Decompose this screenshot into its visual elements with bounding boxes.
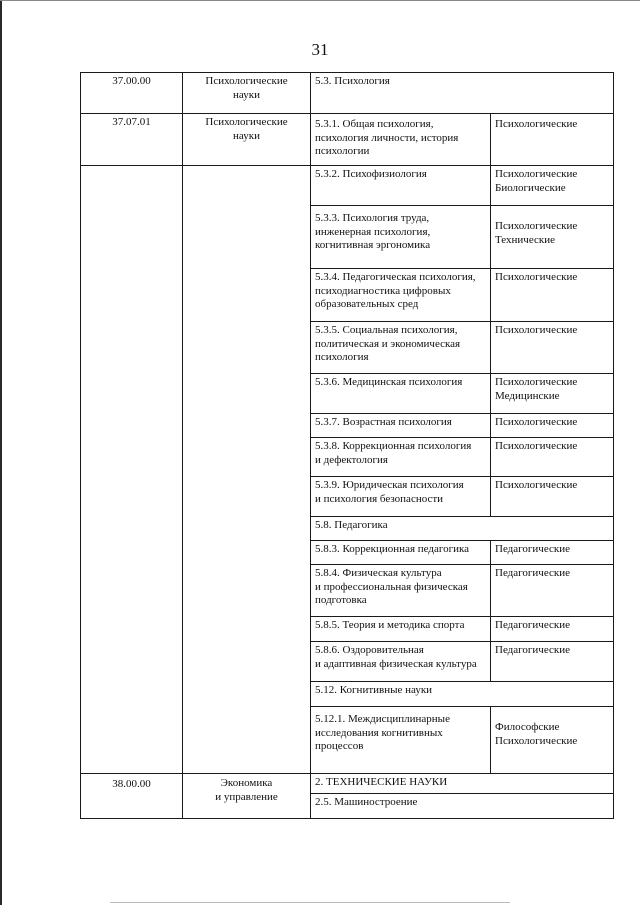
section-cell: 2. ТЕХНИЧЕСКИЕ НАУКИ (311, 774, 614, 794)
table-row (81, 206, 614, 269)
group-cell: Психологические науки (183, 114, 311, 166)
spec-cell: 5.3.5. Социальная психология, политическая и экономическая психология (311, 322, 491, 374)
section-cell: 5.8. Педагогика (311, 517, 614, 541)
table-row (81, 438, 614, 477)
code-cell: 38.00.00 (81, 774, 183, 819)
kind-cell: Психологические (491, 414, 614, 438)
code-cell: 37.07.01 (81, 114, 183, 166)
kind-cell: Психологические Технические (491, 206, 614, 269)
specialties-table (80, 72, 614, 819)
spec-cell: 5.3.3. Психология труда, инженерная психология, когнитивная эргономика (311, 206, 491, 269)
table-row (81, 114, 614, 166)
spec-cell: 5.8.6. Оздоровительная и адаптивная физическая культура (311, 642, 491, 682)
spec-cell: 5.8.3. Коррекционная педагогика (311, 541, 491, 565)
section-cell: 2.5. Машиностроение (311, 794, 614, 819)
table-row (81, 682, 614, 707)
table-row (81, 73, 614, 114)
table-row (81, 374, 614, 414)
kind-cell: Педагогические (491, 565, 614, 617)
spec-cell: 5.3.6. Медицинская психология (311, 374, 491, 414)
table-row (81, 477, 614, 517)
table-row (81, 541, 614, 565)
kind-cell: Педагогические (491, 617, 614, 642)
table-row (81, 517, 614, 541)
kind-cell: Психологические (491, 114, 614, 166)
kind-cell: Философские Психологические (491, 707, 614, 774)
page-number: 31 (311, 40, 329, 59)
spec-cell: 5.3.8. Коррекционная психология и дефектология (311, 438, 491, 477)
spec-cell: 5.8.5. Теория и методика спорта (311, 617, 491, 642)
section-cell: 5.12. Когнитивные науки (311, 682, 614, 707)
kind-cell: Психологические (491, 438, 614, 477)
page-edge-left (0, 0, 2, 905)
table-row (81, 565, 614, 617)
page-edge-bottom (110, 902, 510, 903)
spec-cell: 5.3.9. Юридическая психология и психология безопасности (311, 477, 491, 517)
kind-cell: Психологические (491, 477, 614, 517)
table-row (81, 617, 614, 642)
group-cell: Психологические науки (183, 73, 311, 114)
kind-cell: Психологические Медицинские (491, 374, 614, 414)
table-row (81, 774, 614, 794)
kind-cell: Психологические (491, 322, 614, 374)
section-cell: 5.3. Психология (311, 73, 614, 114)
table-row (81, 269, 614, 322)
spec-cell: 5.3.7. Возрастная психология (311, 414, 491, 438)
table-row (81, 414, 614, 438)
spec-cell: 5.3.2. Психофизиология (311, 166, 491, 206)
group-cell: Экономика и управление (183, 774, 311, 819)
kind-cell: Педагогические (491, 541, 614, 565)
table-row (81, 707, 614, 774)
table-row (81, 166, 614, 206)
page-edge-top (0, 0, 640, 1)
spec-cell: 5.8.4. Физическая культура и профессиональная физическая подготовка (311, 565, 491, 617)
kind-cell: Педагогические (491, 642, 614, 682)
code-cell: 37.00.00 (81, 73, 183, 114)
spec-cell: 5.3.4. Педагогическая психология, психодиагностика цифровых образовательных сред (311, 269, 491, 322)
table-row (81, 322, 614, 374)
kind-cell: Психологические Биологические (491, 166, 614, 206)
spec-cell: 5.3.1. Общая психология, психология личности, история психологии (311, 114, 491, 166)
spec-cell: 5.12.1. Междисциплинарные исследования когнитивных процессов (311, 707, 491, 774)
kind-cell: Психологические (491, 269, 614, 322)
table-row (81, 642, 614, 682)
